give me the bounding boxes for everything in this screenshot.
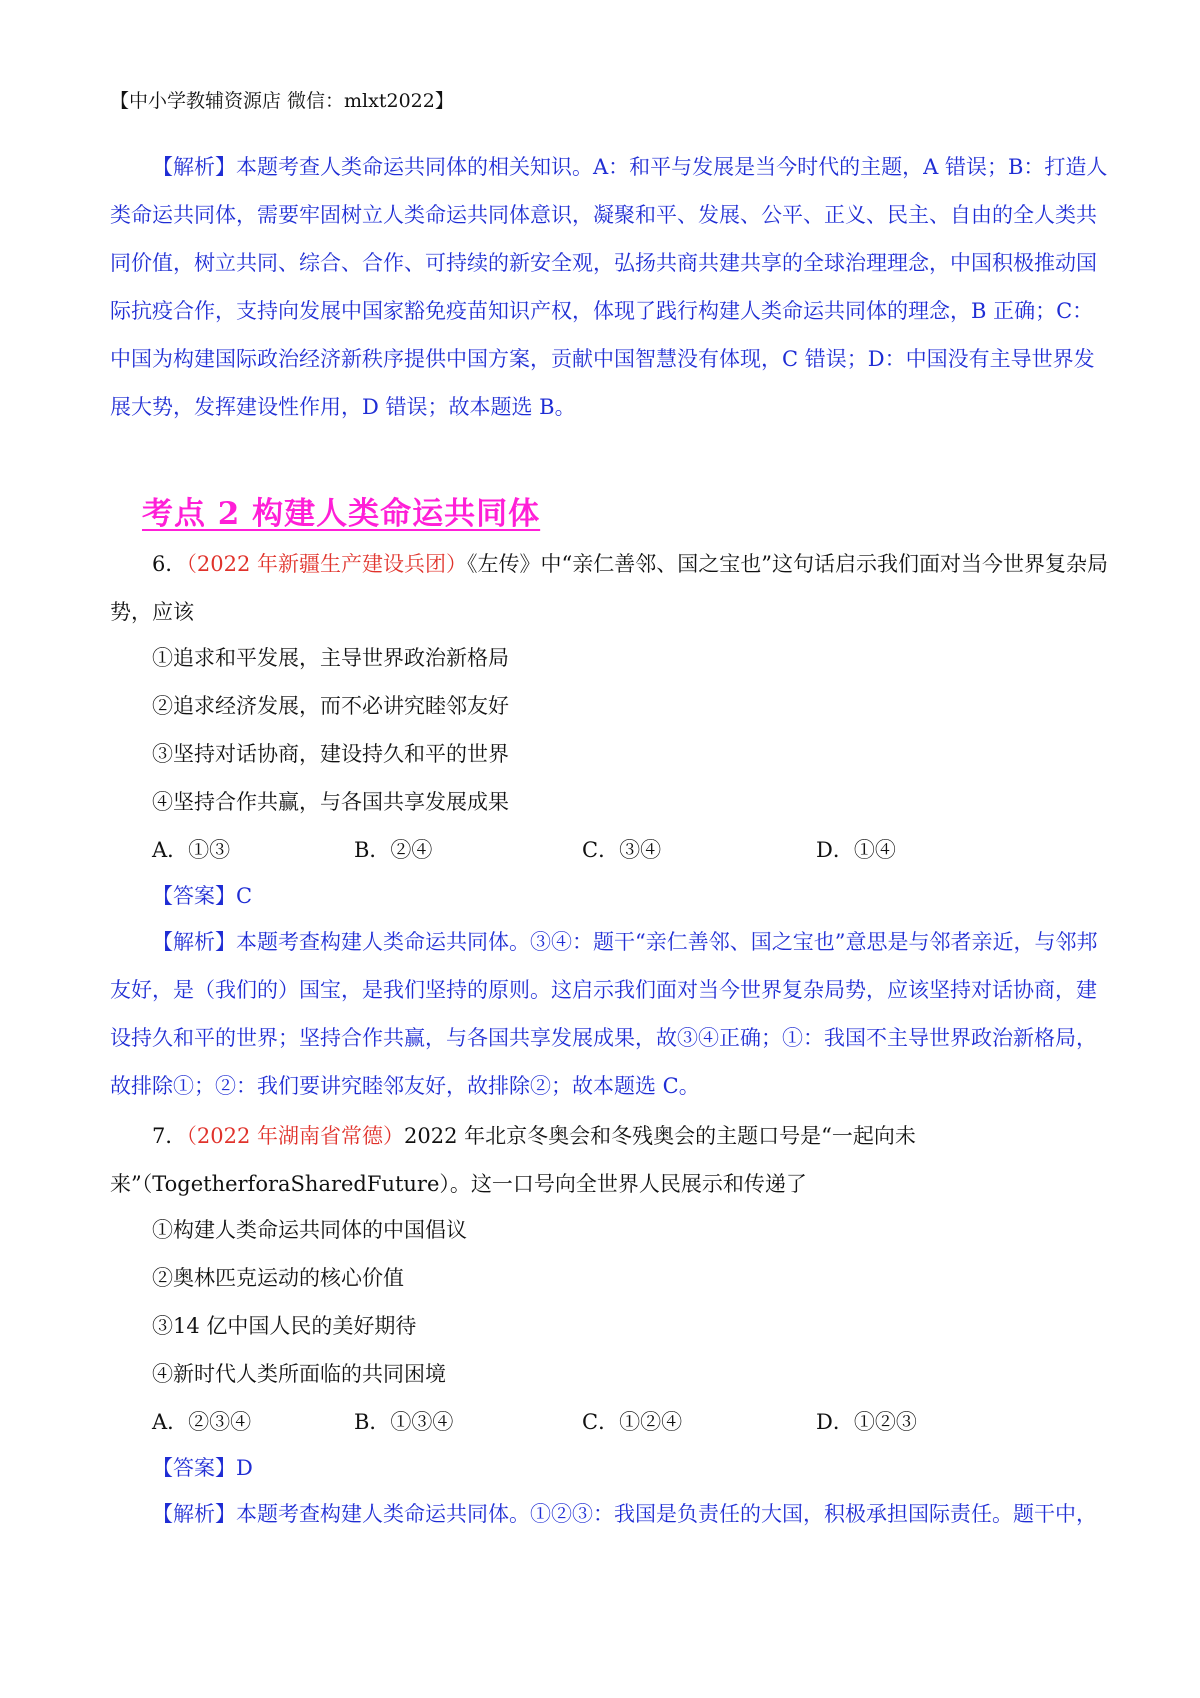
option-d: D．①④ — [816, 838, 896, 862]
options-row-q7 — [152, 1406, 1052, 1436]
question-source: （2022 年湖南省常德） — [186, 1124, 404, 1148]
answer-tag: 【答案】 — [152, 884, 236, 908]
statement-4: ④新时代人类所面临的共同困境 — [152, 1362, 446, 1386]
statement-2: ②追求经济发展，而不必讲究睦邻友好 — [152, 694, 509, 718]
option-b: B．②④ — [354, 838, 433, 862]
section-heading: 考点 2 构建人类命运共同体 — [142, 496, 541, 532]
statement-1: ①构建人类命运共同体的中国倡议 — [152, 1218, 467, 1242]
options-row-q6 — [152, 834, 1052, 864]
statement-3: ③坚持对话协商，建设持久和平的世界 — [152, 742, 509, 766]
analysis-text: 本题考查人类命运共同体的相关知识。A：和平与发展是当今时代的主题，A 错误；B：打造人类命运共同体，需要牢固树立人类命运共同体意识，凝聚和平、发展、公平、正义、民主、自由的全人类共同价值，树立共同、综合、合作、可持续的新安全观，弘扬共商共建共享的全球治理理念，中国积极推动国际抗疫合作，支持向发展中国家豁免疫苗知识产权，体现了践行构建人类命运共同体的理念，B 正确；C：中国为构建国际政治经济新秩序提供中国方案，贡献中国智慧没有体现，C 错误；D：中国没有主导世界发展大势，发挥建设性作用，D 错误；故本题选 B。 — [110, 155, 1108, 419]
statement-1: ①追求和平发展，主导世界政治新格局 — [152, 646, 509, 670]
question-text: 2022 年北京冬奥会和冬残奥会的主题口号是“一起向未来”（TogetherforaSharedFuture）。这一口号向全世界人民展示和传递了 — [110, 1124, 916, 1196]
option-d: D．①②③ — [816, 1410, 917, 1434]
question-text: 《左传》中“亲仁善邻、国之宝也”这句话启示我们面对当今世界复杂局势，应该 — [110, 552, 1108, 624]
analysis-text: 本题考查构建人类命运共同体。①②③：我国是负责任的大国，积极承担国际责任。题干中， — [236, 1502, 1097, 1526]
question-6-stem — [110, 540, 1110, 636]
answer-q7 — [152, 1454, 253, 1482]
question-7-stem — [110, 1112, 1110, 1208]
option-c: C．③④ — [582, 838, 662, 862]
page-header: 【中小学教辅资源店 微信：mlxt2022】 — [110, 90, 454, 112]
answer-tag: 【答案】 — [152, 1456, 236, 1480]
statement-2: ②奥林匹克运动的核心价值 — [152, 1266, 404, 1290]
answer-q6 — [152, 882, 252, 910]
analysis-paragraph-q7 — [110, 1490, 1110, 1538]
question-source: （2022 年新疆生产建设兵团） — [186, 552, 467, 576]
statement-4: ④坚持合作共赢，与各国共享发展成果 — [152, 790, 509, 814]
analysis-text: 本题考查构建人类命运共同体。③④：题干“亲仁善邻、国之宝也”意思是与邻者亲近，与邻邦友好，是（我们的）国宝，是我们坚持的原则。这启示我们面对当今世界复杂局势，应该坚持对话协商，建设持久和平的世界；坚持合作共赢，与各国共享发展成果，故③④正确；①：我国不主导世界政治新格局，故排除①；②：我们要讲究睦邻友好，故排除②；故本题选 C。 — [110, 930, 1098, 1098]
analysis-tag: 【解析】 — [152, 155, 236, 179]
answer-value: D — [236, 1456, 253, 1480]
analysis-paragraph-q5 — [110, 143, 1110, 431]
option-c: C．①②④ — [582, 1410, 683, 1434]
analysis-tag: 【解析】 — [152, 1502, 236, 1526]
option-a: A．②③④ — [152, 1410, 252, 1434]
answer-value: C — [236, 884, 253, 908]
option-a: A．①③ — [152, 838, 231, 862]
question-number: 7． — [152, 1124, 187, 1148]
analysis-paragraph-q6 — [110, 918, 1110, 1110]
analysis-tag: 【解析】 — [152, 930, 236, 954]
question-number: 6． — [152, 552, 187, 576]
option-b: B．①③④ — [354, 1410, 454, 1434]
statement-3: ③14 亿中国人民的美好期待 — [152, 1314, 417, 1338]
